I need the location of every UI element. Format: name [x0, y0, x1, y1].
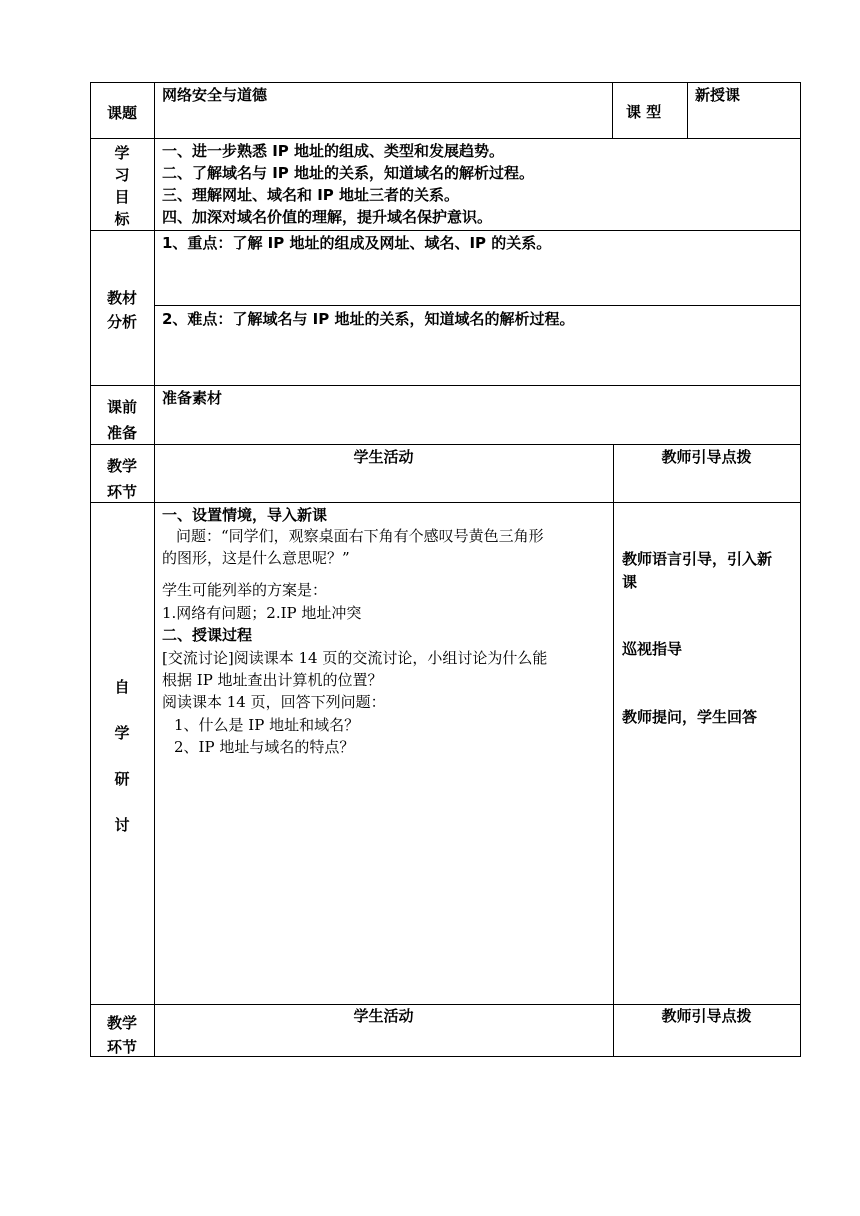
self-study-label-char: 学 — [114, 724, 130, 742]
stage-label-line: 教学 — [106, 457, 137, 475]
row-line — [90, 138, 801, 139]
lesson-type-label: 课 型 — [626, 103, 662, 121]
col-line — [612, 82, 613, 139]
solutions: 1.网络有问题；2.IP 地址冲突 — [162, 604, 362, 622]
objectives-label-char: 标 — [114, 210, 130, 228]
teacher-guidance-header: 教师引导点拨 — [661, 448, 752, 466]
stage-label-line: 教学 — [106, 1014, 137, 1032]
col-line — [154, 82, 155, 1057]
part1-title: 一、设置情境，导入新课 — [162, 506, 328, 524]
objectives-label-char: 习 — [114, 166, 130, 184]
teacher-guidance-header: 教师引导点拨 — [661, 1007, 752, 1025]
col-line — [800, 82, 801, 1057]
objective-item: 二、了解域名与 IP 地址的关系，知道域名的解析过程。 — [162, 164, 535, 182]
part2-title: 二、授课过程 — [162, 626, 253, 644]
objective-item: 一、进一步熟悉 IP 地址的组成、类型和发展趋势。 — [162, 142, 505, 160]
question-line: 的图形，这是什么意思呢？” — [162, 549, 350, 567]
row-line — [90, 230, 801, 231]
teacher-note: 教师语言引导，引入新 — [622, 550, 773, 568]
difficulty: 2、难点：了解域名与 IP 地址的关系，知道域名的解析过程。 — [162, 310, 575, 328]
solutions-intro: 学生可能列举的方案是： — [162, 581, 328, 599]
row-line — [90, 385, 801, 386]
question-item: 1、什么是 IP 地址和域名？ — [174, 716, 360, 734]
topic-value: 网络安全与道德 — [162, 86, 268, 104]
row-line — [154, 305, 801, 306]
key-point: 1、重点：了解 IP 地址的组成及网址、域名、IP 的关系。 — [162, 234, 552, 252]
stage-label-line: 环节 — [106, 1038, 137, 1056]
teacher-note: 课 — [622, 573, 638, 591]
row-line — [90, 1056, 801, 1057]
preparation-label-line: 准备 — [106, 424, 137, 442]
col-line — [613, 502, 614, 1005]
row-line — [90, 82, 801, 83]
objective-item: 三、理解网址、域名和 IP 地址三者的关系。 — [162, 186, 460, 204]
question-line: 问题：“同学们，观察桌面右下角有个感叹号黄色三角形 — [176, 527, 544, 545]
teacher-note: 教师提问，学生回答 — [622, 708, 758, 726]
analysis-label-line: 教材 — [106, 289, 137, 307]
stage-label-line: 环节 — [106, 483, 137, 501]
self-study-label-char: 自 — [114, 678, 130, 696]
col-line — [687, 82, 688, 139]
discussion-line: [交流讨论]阅读课本 14 页的交流讨论，小组讨论为什么能 — [162, 649, 548, 667]
objectives-label-char: 目 — [114, 188, 130, 206]
row-line — [90, 1004, 801, 1005]
student-activity-header: 学生活动 — [353, 448, 414, 466]
question-item: 2、IP 地址与域名的特点？ — [174, 738, 355, 756]
analysis-label-line: 分析 — [106, 313, 137, 331]
preparation-content: 准备素材 — [162, 389, 223, 407]
lesson-type-value: 新授课 — [695, 86, 741, 104]
discussion-line: 根据 IP 地址查出计算机的位置？ — [162, 671, 383, 689]
teacher-note: 巡视指导 — [622, 640, 683, 658]
row-line — [90, 502, 801, 503]
topic-label: 课题 — [106, 104, 137, 122]
objectives-label-char: 学 — [114, 144, 130, 162]
reading-task: 阅读课本 14 页，回答下列问题： — [162, 693, 386, 711]
student-activity-header: 学生活动 — [353, 1007, 414, 1025]
self-study-label-char: 讨 — [114, 816, 130, 834]
preparation-label-line: 课前 — [106, 398, 137, 416]
row-line — [90, 444, 801, 445]
objective-item: 四、加深对域名价值的理解，提升域名保护意识。 — [162, 208, 493, 226]
self-study-label-char: 研 — [114, 770, 130, 788]
